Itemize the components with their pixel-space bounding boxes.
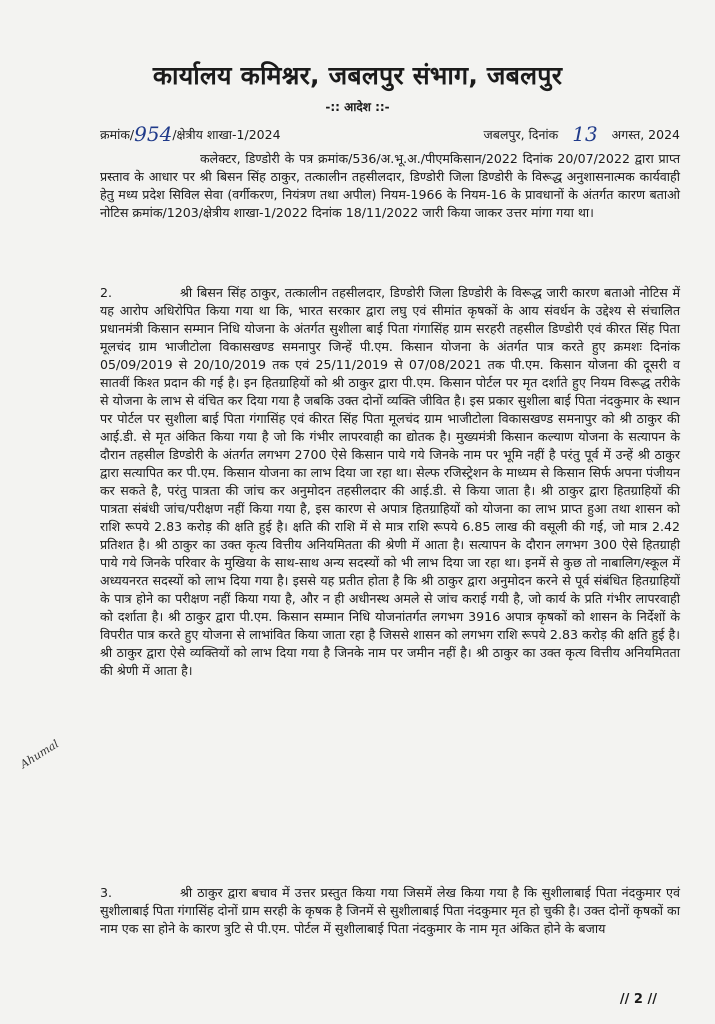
order-heading: -:: आदेश ::- <box>325 100 390 114</box>
place-date-label: जबलपुर, दिनांक <box>483 127 559 142</box>
paragraph-1 <box>100 150 680 222</box>
kramank-label: क्रमांक/ <box>100 127 135 142</box>
paragraph-1-text: कलेक्टर, डिण्डोरी के पत्र क्रमांक/536/अ.भू.अ./पीएमकिसान/2022 दिनांक 20/07/2022 द्वारा प्राप्त प्रस्ताव के आधार पर श्री बिसन सिंह ठाकुर, तत्कालीन तहसीलदार, डिण्डोरी जिला डिण्डोरी के विरूद्ध अनुशासनात्मक कार्यवाही हेतु मध्य प्रदेश सिविल सेवा (वर्गीकरण, नियंत्रण तथा अपील) नियम-1966 के नियम-16 के प्रावधानों के अंतर्गत कारण बताओ नोटिस क्रमांक/1203/क्षेत्रीय शाखा-1/2022 दिनांक 18/11/2022 जारी किया जाकर उत्तर मांगा गया था। <box>100 151 680 220</box>
order-reference-line <box>100 114 680 146</box>
paragraph-3-text: श्री ठाकुर द्वारा बचाव में उत्तर प्रस्तुत किया गया जिसमें लेख किया गया है कि सुशीलाबाई पिता नंदकुमार एवं सुशीलाबाई पिता गंगासिंह दोनों ग्राम सरही के कृषक है जिनमें से सुशीलाबाई पिता नंदकुमार मृत हो चुकी है। उक्त दोनों कृषकों का नाम एक सा होने के कारण त्रुटि से पी.एम. पोर्टल में सुशीलाबाई पिता नंदकुमार के नाम मृत अंकित होने के बजाय <box>100 885 680 936</box>
paragraph-2-text: श्री बिसन सिंह ठाकुर, तत्कालीन तहसीलदार, डिण्डोरी जिला डिण्डोरी के विरूद्ध जारी कारण बताओ नोटिस में यह आरोप अधिरोपित किया गया था कि, भारत सरकार द्वारा लघु एवं सीमांत कृषकों के आय संवर्धन के उद्देश्य से संचालित प्रधानमंत्री किसान सम्मान निधि योजना के अंतर्गत सुशीला बाई पिता गंगासिंह ग्राम सरहरी तहसील डिण्डोरी एवं कीरत सिंह पिता मूलचंद ग्राम भाजीटोला विकासखण्ड समनापुर जिन्हें पी.एम. किसान योजना के अंतर्गत पात्र करते हुए क्रमशः दिनांक 05/09/2019 से 20/10/2019 तक एवं 25/11/2019 से 07/08/2021 तक पी.एम. किसान योजना की दूसरी व सातवीं किश्त प्रदान की गई है। इन हितग्राहियों को श्री ठाकुर द्वारा पी.एम. किसान पोर्टल पर मृत दर्शाते हुए नियम विरूद्ध तरीके से योजना के लाभ से वंचित कर दिया गया है जबकि उक्त दोनों व्यक्ति जीवित है। इस प्रकार सुशीला बाई पिता नंदकुमार के स्थान पर पोर्टल पर सुशीला बाई पिता गंगासिंह एवं कीरत सिंह पिता मूलचंद ग्राम भाजीटोला विकासखण्ड समनापुर को श्री ठाकुर की आई.डी. से मृत अंकित किया गया है जो कि गंभीर लापरवाही का द्योतक है। मुख्यमंत्री किसान कल्याण योजना के सत्यापन के दौरान तहसील डिण्डोरी के अंतर्गत लगभग 2700 ऐसे किसान पाये गये जिनके नाम पर भूमि नहीं है परंतु पूर्व में उन्हें श्री ठाकुर द्वारा सत्यापित कर पी.एम. किसान योजना का लाभ दिया जा रहा था। सेल्फ रजिस्ट्रेशन के माध्यम से किसान सिर्फ अपना पंजीयन कर सकते है, परंतु पात्रता की जांच कर अनुमोदन तहसीलदार की आई.डी. से किया जाता है। श्री ठाकुर द्वारा हितग्राहियों की पात्रता संबंधी जांच/परीक्षण नहीं किया गया है, इस कारण से अपात्र हितग्राहियों को योजना का लाभ प्राप्त हुआ तथा शासन को राशि रूपये 2.83 करोड़ की क्षति हुई है। क्षति की राशि में से मात्र राशि रूपये 6.85 लाख की वसूली की गई, जो मात्र 2.42 प्रतिशत है। श्री ठाकुर का उक्त कृत्य वित्तीय अनियमितता की श्रेणी में आता है। सत्यापन के दौरान लगभग 300 ऐसे हितग्राही पाये गये जिनके परिवार के मुखिया के साथ-साथ अन्य सदस्यों को भी लाभ दिया जा रहा था। इनमें से कुछ तो नाबालिग/स्कूल में अध्ययनरत सदस्यों को लाभ दिया गया है। इससे यह प्रतीत होता है कि श्री ठाकुर द्वारा अनुमोदन करने से पूर्व संबंधित हितग्राहियों के पात्र होने का परीक्षण नहीं किया गया है, और न ही अधीनस्थ अमले से जांच कराई गयी है, जो कार्य के प्रति गंभीर लापरवाही को दर्शाता है। श्री ठाकुर द्वारा पी.एम. किसान सम्मान निधि योजनांतर्गत लगभग 3916 अपात्र कृषकों को शासन के निर्देशों के विपरीत पात्र करते हुए योजना से लाभांवित किया जाता रहा है जिससे शासन को लगभग राशि रूपये 2.83 करोड़ की क्षति हुई है। श्री ठाकुर द्वारा ऐसे व्यक्तियों को लाभ दिया गया है जिनके नाम पर जमीन नहीं है। श्री ठाकुर का उक्त कृत्य वित्तीय अनियमितता की श्रेणी में आता है। <box>100 285 680 678</box>
paragraph-3 <box>100 884 680 938</box>
branch-reference: /क्षेत्रीय शाखा-1/2024 <box>172 127 281 142</box>
place-date-block <box>484 120 680 144</box>
handwritten-margin-initials: Ahumal <box>18 737 62 772</box>
handwritten-order-number: 954 <box>134 122 173 146</box>
month-year: अगस्त, 2024 <box>611 127 680 142</box>
handwritten-day: 13 <box>572 122 598 146</box>
paragraph-2-number: 2. <box>100 285 113 300</box>
paragraph-2 <box>100 284 680 680</box>
paragraph-3-number: 3. <box>100 885 113 900</box>
page-number: // 2 // <box>619 992 657 1007</box>
office-title: कार्यालय कमिश्नर, जबलपुर संभाग, जबलपुर <box>152 61 563 90</box>
order-number-block <box>100 120 281 144</box>
